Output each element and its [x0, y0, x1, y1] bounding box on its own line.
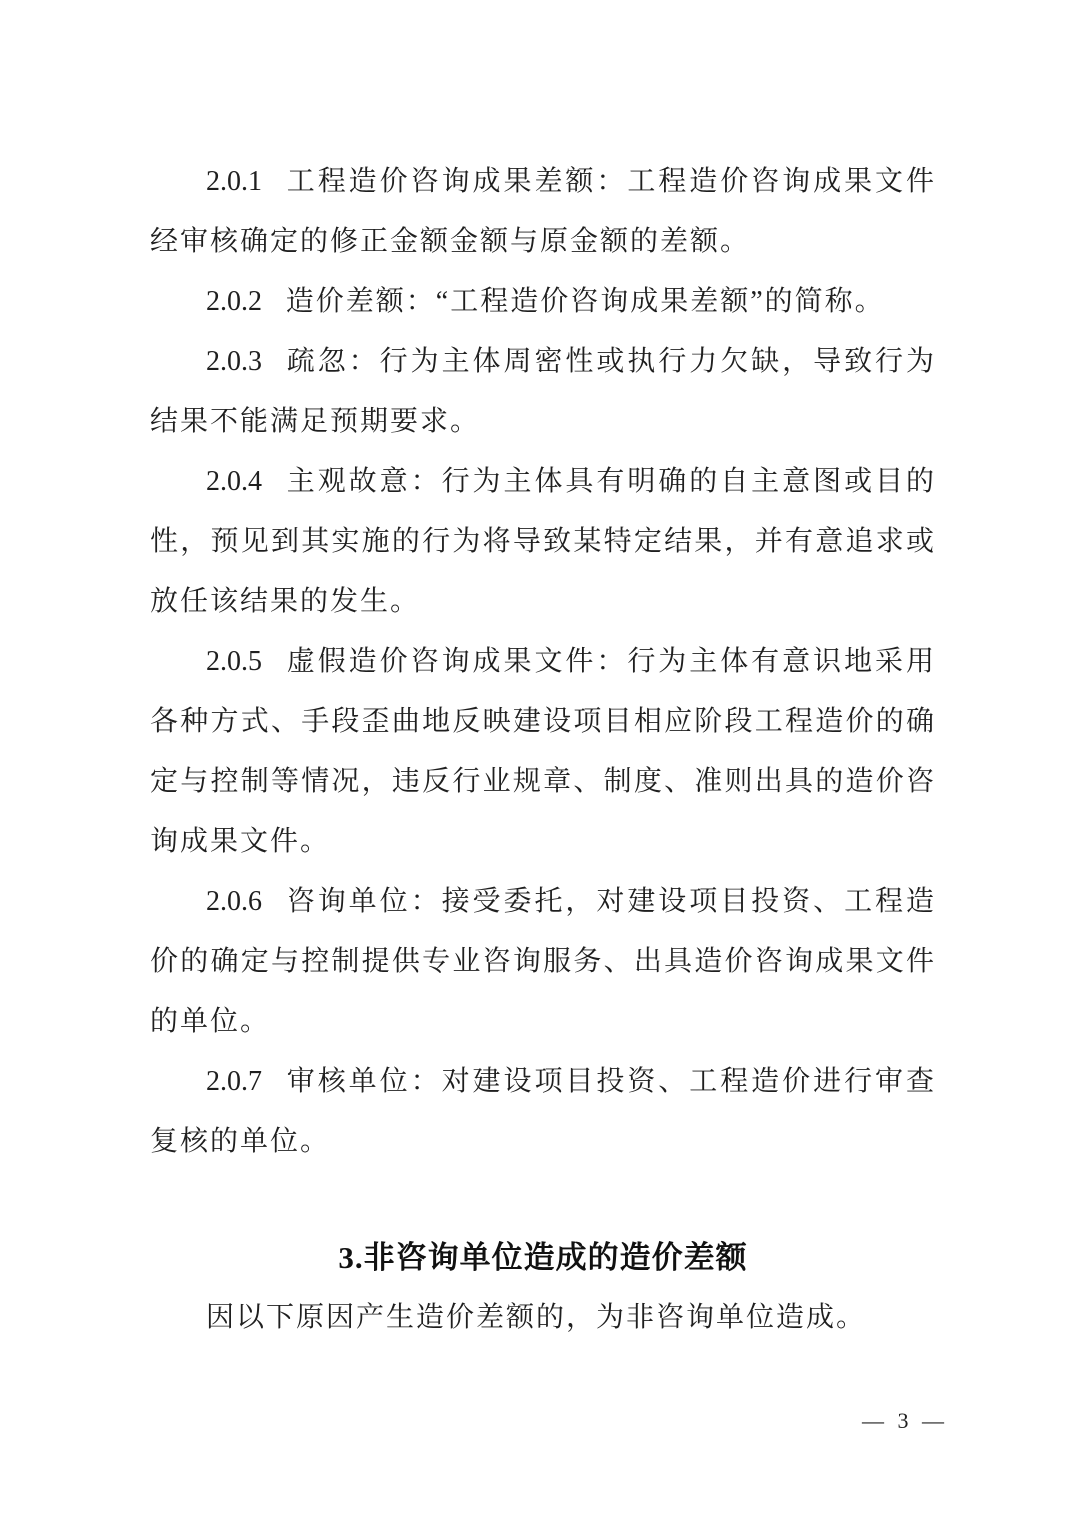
clause-2-0-3	[150, 332, 936, 452]
section-heading-text: 非咨询单位造成的造价差额	[363, 1240, 748, 1275]
clause-2-0-2	[150, 272, 936, 332]
clause-text: 虚假造价咨询成果文件：行为主体有意识地采用各种方式、手段歪曲地反映建设项目相应阶段工程造价的确定与控制等情况，违反行业规章、制度、准则出具的造价咨询成果文件。	[150, 646, 936, 857]
clause-number: 2.0.6	[206, 886, 262, 917]
clause-number: 2.0.3	[206, 346, 262, 377]
document-body	[150, 152, 936, 1348]
clause-2-0-5	[150, 632, 936, 872]
clause-2-0-1	[150, 152, 936, 272]
clause-number: 2.0.4	[206, 466, 262, 497]
section-heading	[150, 1228, 936, 1288]
clause-text: 咨询单位：接受委托，对建设项目投资、工程造价的确定与控制提供专业咨询服务、出具造价咨询成果文件的单位。	[150, 886, 936, 1037]
clause-number: 2.0.7	[206, 1066, 262, 1097]
clause-text: 造价差额：“工程造价咨询成果差额”的简称。	[285, 286, 885, 317]
clause-number: 2.0.1	[206, 166, 262, 197]
clause-text: 主观故意：行为主体具有明确的自主意图或目的性，预见到其实施的行为将导致某特定结果，并有意追求或放任该结果的发生。	[150, 466, 936, 617]
clause-text: 疏忽：行为主体周密性或执行力欠缺，导致行为结果不能满足预期要求。	[150, 346, 936, 437]
clause-2-0-7	[150, 1052, 936, 1172]
clause-number: 2.0.2	[206, 286, 262, 317]
closing-paragraph: 因以下原因产生造价差额的，为非咨询单位造成。	[206, 1302, 867, 1333]
clause-text: 审核单位：对建设项目投资、工程造价进行审查复核的单位。	[150, 1066, 936, 1157]
clause-2-0-6	[150, 872, 936, 1052]
clause-2-0-4	[150, 452, 936, 632]
section-heading-number: 3.	[338, 1240, 364, 1275]
page-number: — 3 —	[862, 1408, 948, 1433]
clause-text: 工程造价咨询成果差额：工程造价咨询成果文件经审核确定的修正金额金额与原金额的差额。	[150, 166, 936, 257]
clause-number: 2.0.5	[206, 646, 262, 677]
